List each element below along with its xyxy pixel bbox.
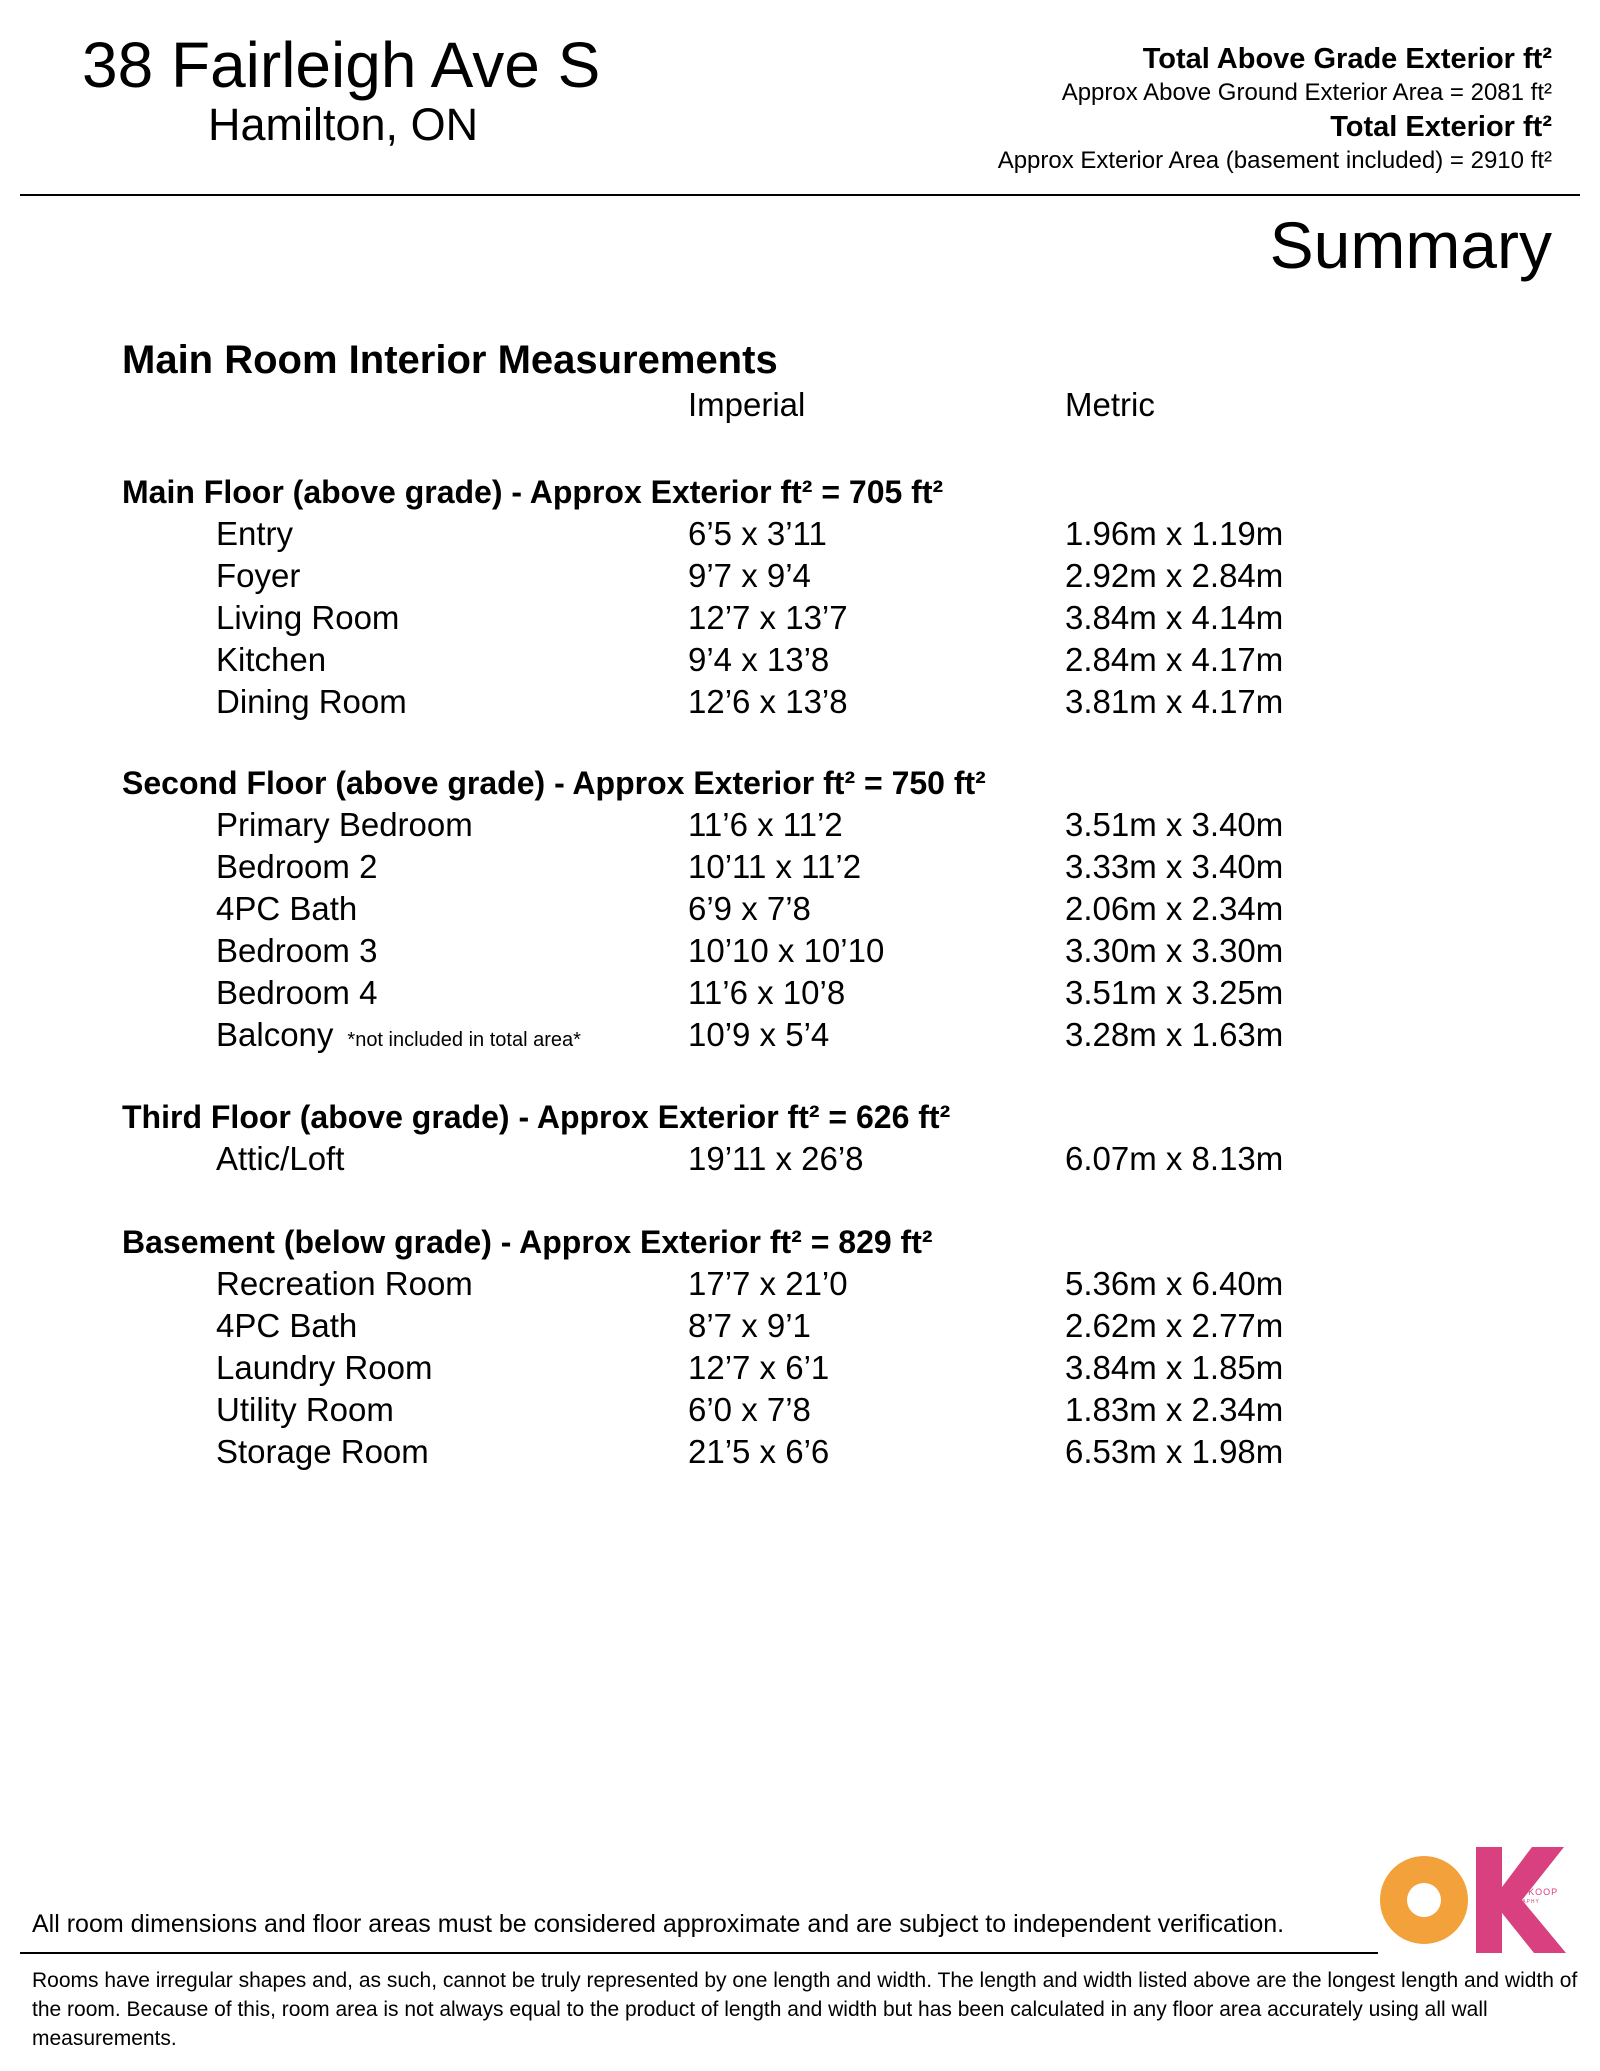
room-name [216,1305,357,1347]
room-name-text: Bedroom 3 [216,931,378,969]
room-metric: 3.51m x 3.25m [1065,973,1284,1011]
floor-title: Third Floor (above grade) - Approx Exterior ft² = 626 ft² [122,1099,951,1135]
room-row [0,804,1600,846]
column-header-imperial: Imperial [688,386,806,423]
room-row [0,513,1600,555]
total-exterior-detail: Approx Exterior Area (basement included) = 2910 ft² [997,147,1552,174]
room-row [0,1138,1600,1180]
room-name [216,513,293,555]
room-metric: 3.84m x 4.14m [1065,598,1284,636]
room-metric: 6.53m x 1.98m [1065,1432,1284,1470]
room-metric: 3.81m x 4.17m [1065,682,1284,720]
room-row [0,1431,1600,1473]
room-name-text: Recreation Room [216,1265,473,1302]
room-name-text: Utility Room [216,1390,394,1428]
room-name [216,888,357,930]
room-name [216,1347,432,1389]
room-row [0,1263,1600,1305]
room-name-text: Laundry Room [216,1348,433,1386]
room-imperial: 9’7 x 9’4 [688,556,811,594]
address-line-1: 38 Fairleigh Ave S [82,29,601,101]
disclaimer-secondary: Rooms have irregular shapes and, as such, cannot be truly represented by one length and width. The length and width listed above are the longest length and width of the room. Because of this, room area is not always equal to the product of length and width but has been calculated in any floor area accurately using all wall measurements. [32,1969,1578,2050]
room-imperial: 17’7 x 21’0 [688,1265,848,1302]
room-metric: 3.84m x 1.85m [1065,1348,1284,1386]
room-row [0,1305,1600,1347]
room-metric: 3.51m x 3.40m [1065,806,1284,843]
floor-title: Main Floor (above grade) - Approx Exterior ft² = 705 ft² [122,474,944,510]
room-metric: 6.07m x 8.13m [1065,1140,1284,1177]
room-name-text: Attic/Loft [216,1140,345,1177]
room-metric: 3.33m x 3.40m [1065,847,1284,885]
room-metric: 2.06m x 2.34m [1065,889,1284,927]
summary-title: Summary [1269,208,1552,282]
room-imperial: 19’11 x 26’8 [688,1140,864,1177]
room-name-text: Bedroom 2 [216,847,378,885]
floor-title: Basement (below grade) - Approx Exterior ft² = 829 ft² [122,1224,933,1260]
room-row [0,1014,1600,1056]
room-row [0,681,1600,723]
room-name-text: Living Room [216,598,400,636]
total-exterior-title: Total Exterior ft² [1330,111,1552,143]
room-row [0,1347,1600,1389]
above-grade-detail: Approx Above Ground Exterior Area = 2081 ft² [1061,79,1552,106]
room-name-text: Storage Room [216,1432,429,1470]
room-imperial: 12’6 x 13’8 [688,682,848,720]
room-row [0,639,1600,681]
room-metric: 2.92m x 2.84m [1065,556,1284,594]
room-imperial: 6’0 x 7’8 [688,1390,811,1428]
footer-divider [20,1952,1378,1954]
room-imperial: 6’5 x 3’11 [688,515,827,552]
room-row [0,930,1600,972]
room-name [216,1138,344,1180]
room-name [216,846,377,888]
disclaimer-primary: All room dimensions and floor areas must be considered approximate and are subject to independent verification. [32,1910,1285,1938]
room-row [0,972,1600,1014]
room-name-text: Balcony [216,1015,334,1053]
address-line-2: Hamilton, ON [208,99,479,150]
column-header-metric: Metric [1065,386,1155,423]
room-row [0,888,1600,930]
room-name [216,681,407,723]
room-note: *not included in total area* [347,1028,581,1051]
room-name [216,639,326,681]
logo-subtext: PHOTOGRAPHY [1490,1899,1540,1905]
room-metric: 2.62m x 2.77m [1065,1306,1284,1344]
room-metric: 1.83m x 2.34m [1065,1390,1284,1428]
room-name-text: Bedroom 4 [216,973,378,1011]
room-row [0,846,1600,888]
room-name [216,555,300,597]
room-name [216,1431,429,1473]
cathy-koop-logo [1372,1845,1572,1955]
room-name [216,1389,394,1431]
room-name-text: Entry [216,515,294,552]
room-name [216,804,473,846]
room-imperial: 11’6 x 11’2 [688,806,843,843]
room-row [0,555,1600,597]
room-name [216,930,377,972]
room-imperial: 8’7 x 9’1 [688,1306,811,1344]
room-imperial: 6’9 x 7’8 [688,889,811,927]
room-name-text: Primary Bedroom [216,806,473,843]
room-name-text: 4PC Bath [216,1306,358,1344]
room-imperial: 21’5 x 6’6 [688,1432,830,1470]
room-name-text: 4PC Bath [216,889,358,927]
room-imperial: 12’7 x 6’1 [688,1348,830,1386]
floor-title: Second Floor (above grade) - Approx Exterior ft² = 750 ft² [122,765,986,801]
room-metric: 2.84m x 4.17m [1065,640,1284,678]
room-imperial: 9’4 x 13’8 [688,640,830,678]
room-name-text: Kitchen [216,640,327,678]
room-name [216,972,377,1014]
room-metric: 5.36m x 6.40m [1065,1265,1284,1302]
room-name-text: Dining Room [216,682,407,720]
room-imperial: 11’6 x 10’8 [688,973,846,1011]
room-imperial: 10’10 x 10’10 [688,931,885,969]
room-metric: 1.96m x 1.19m [1065,515,1284,552]
room-row [0,1389,1600,1431]
room-metric: 3.30m x 3.30m [1065,931,1284,969]
totals-block [998,42,1552,178]
header-divider [20,194,1580,196]
above-grade-title: Total Above Grade Exterior ft² [1142,43,1552,75]
room-metric: 3.28m x 1.63m [1065,1015,1284,1053]
room-name [216,1014,581,1061]
room-name [216,1263,473,1305]
logo-text: CATHY KOOP [1490,1887,1559,1897]
room-name-text: Foyer [216,556,301,594]
room-imperial: 10’11 x 11’2 [688,847,862,885]
section-heading: Main Room Interior Measurements [122,338,778,382]
room-row [0,597,1600,639]
room-name [216,597,399,639]
room-imperial: 12’7 x 13’7 [688,598,848,636]
room-imperial: 10’9 x 5’4 [688,1015,830,1053]
